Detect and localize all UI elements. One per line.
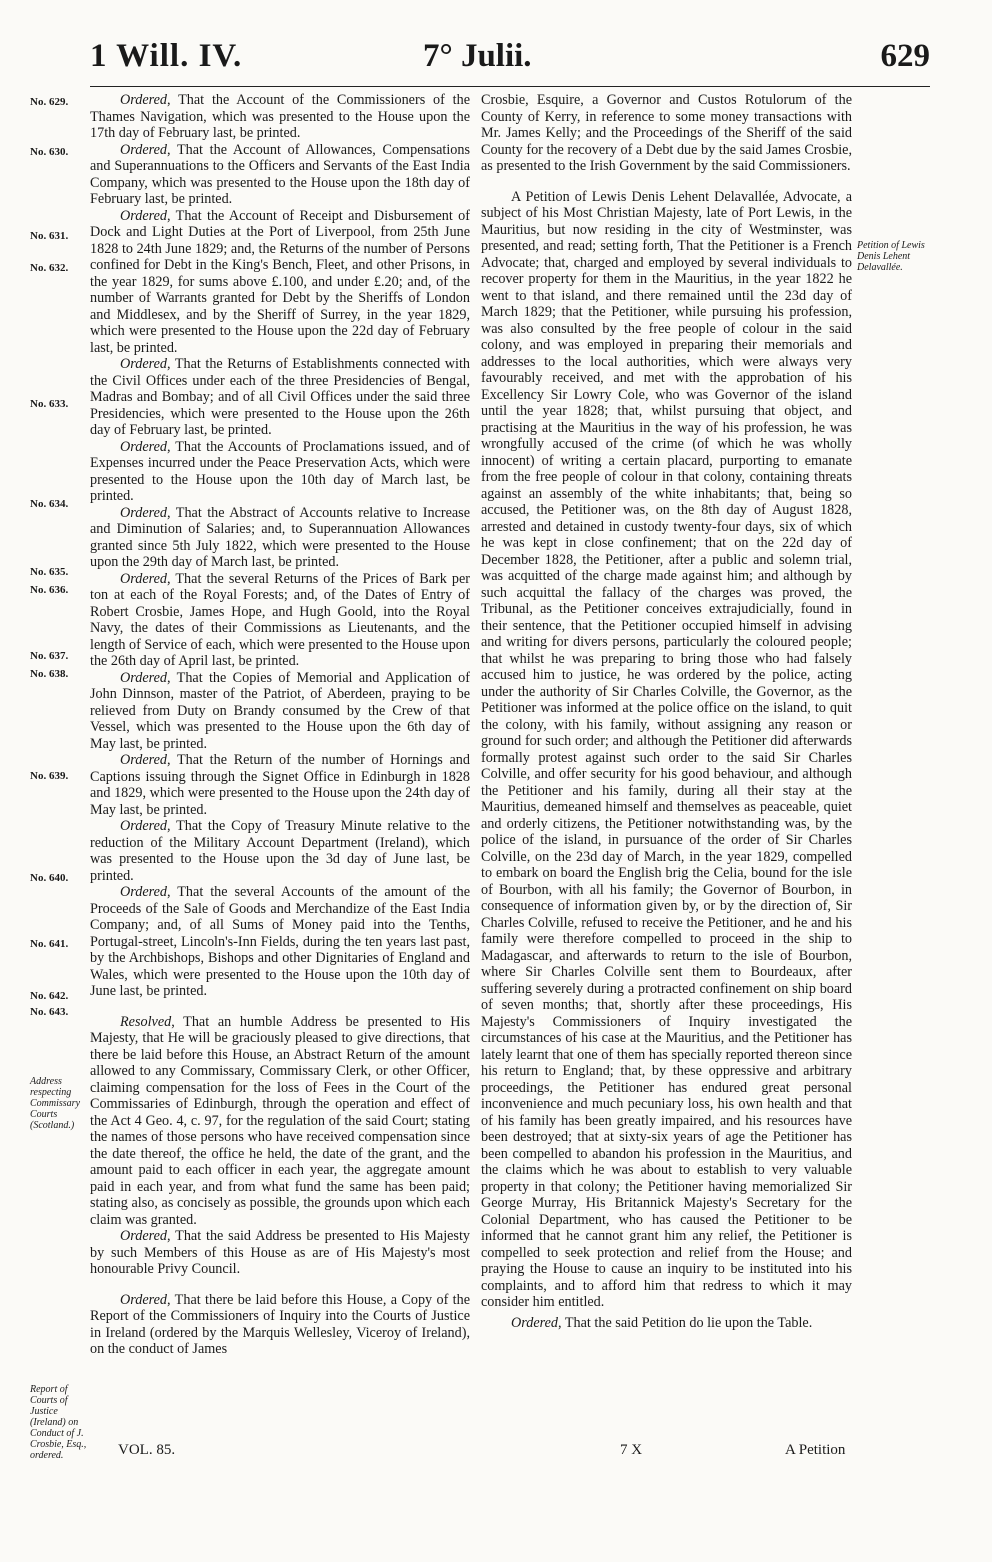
left-column	[90, 92, 470, 1358]
order-paragraph: Ordered, That the Copy of Treasury Minute relative to the reduction of the Military Account Department (Ireland), which was presented to the House upon the 3d day of June last, be printed.	[90, 818, 470, 884]
address-order-paragraph: Ordered, That the said Address be presented to His Majesty by such Members of this House as are of His Majesty's most honourable Privy Council.	[90, 1228, 470, 1277]
entry-number: No. 640.	[30, 872, 69, 884]
volume-number: VOL. 85.	[118, 1442, 176, 1458]
margin-note-report: Report of Courts of Justice (Ireland) on Conduct of J. Crosbie, Esq., ordered.	[30, 1384, 87, 1461]
header-rule	[90, 86, 930, 87]
order-paragraph: Ordered, That the several Returns of the Prices of Bark per ton at each of the Royal Forests; and, of the Dates of Entry of Robert Crosbie, James Hope, and Hugh Goold, into the Royal Navy, the dates of their Commissions as Lieutenants, and the length of Service of each, which were presented to the House upon the 26th day of April last, be printed.	[90, 570, 470, 669]
entry-number: No. 642.	[30, 990, 69, 1002]
entry-number: No. 635.	[30, 566, 69, 578]
page-number: 629	[880, 38, 930, 74]
entry-number: No. 641.	[30, 938, 69, 950]
running-header	[90, 38, 930, 88]
entry-number: No. 639.	[30, 770, 69, 782]
order-paragraph: Ordered, That the several Accounts of the amount of the Proceeds of the Sale of Goods and Merchandize of the East India Company; and, of all Sums of Money paid into the Tenths, Portugal-street, Lincoln's-Inn Fields, during the ten years last past, by the Archbishops, Bishops and other Dignitaries of England and Wales, which were presented to the House upon the 10th day of June last, be printed.	[90, 884, 470, 999]
right-column	[481, 92, 852, 1331]
margin-note-petition: Petition of Lewis Denis Lehent Delavallée.	[857, 240, 925, 273]
entry-number: No. 643.	[30, 1006, 69, 1018]
entry-number: No. 636.	[30, 584, 69, 596]
entry-number: No. 634.	[30, 498, 69, 510]
entry-number: No. 637.	[30, 650, 69, 662]
report-order-paragraph: Ordered, That there be laid before this House, a Copy of the Report of the Commissioners of Inquiry into the Courts of Justice in Ireland (ordered by the Marquis Wellesley, Viceroy of Ireland), on the conduct of James	[90, 1291, 470, 1357]
sitting-date: 7° Julii.	[423, 38, 532, 74]
order-paragraph: Ordered, That the Return of the number of Hornings and Captions issuing through the Signet Office in Edinburgh in 1828 and 1829, which were presented to the House upon the 24th day of May last, be printed.	[90, 752, 470, 818]
regnal-year: 1 Will. IV.	[90, 38, 243, 74]
order-paragraph: Ordered, That the Account of Receipt and Disbursement of Dock and Light Duties at the Port of Liverpool, from 25th June 1828 to 24th June 1829; and, the Returns of the number of Persons confined for Debt in the King's Bench, Fleet, and other Prisons, in the year 1829, for sums above £.100, and under £.20; and, of the number of Warrants granted for Debt by the Sheriffs of London and Middlesex, and by the Sheriff of Surrey, in the year 1829, which were presented to the House upon the 22d day of February last, be printed.	[90, 207, 470, 356]
petition-order-paragraph: Ordered, That the said Petition do lie upon the Table.	[511, 1314, 813, 1331]
entry-number: No. 630.	[30, 146, 69, 158]
order-paragraph: Ordered, That the Returns of Establishments connected with the Civil Offices under each of the three Presidencies of Bengal, Madras and Bombay; and of all Civil Offices under the said three Presidencies, which were presented to the House upon the 26th day of February last, be printed.	[90, 356, 470, 438]
catchword: A Petition	[785, 1442, 846, 1458]
signature-mark: 7 X	[620, 1442, 643, 1458]
margin-note-address: Address respecting Commissary Courts (Scotland.)	[30, 1076, 81, 1131]
entry-number: No. 631.	[30, 230, 69, 242]
resolved-paragraph: Resolved, That an humble Address be presented to His Majesty, that He will be graciously pleased to give directions, that there be laid before this House, an Abstract Return of the amount allowed to any Commissary, Commissary Clerk, or other Officer, claiming compensation for the loss of Fees in the Court of the Commissaries of Edinburgh, through the operation and effect of the Act 4 Geo. 4, c. 97, for the regulation of the said Court; stating the names of those persons who have received compensation since the date thereof, the office he held, the date of the grant, and the amount paid to each officer in each year, the aggregate amount paid in each year, and from what fund the same has been paid; stating also, as concisely as possible, the grounds upon which each claim was granted.	[90, 1013, 470, 1228]
order-paragraph: Ordered, That the Account of the Commissioners of the Thames Navigation, which was presented to the House upon the 17th day of February last, be printed.	[90, 92, 470, 141]
order-paragraph: Ordered, That the Copies of Memorial and Application of John Dinnson, master of the Patriot, of Aberdeen, praying to be relieved from Duty on Brandy consumed by the Crew of that Vessel, which was presented to the House upon the 6th day of May last, be printed.	[90, 669, 470, 752]
entry-number: No. 632.	[30, 262, 69, 274]
order-paragraph: Ordered, That the Accounts of Proclamations issued, and of Expenses incurred under the Peace Preservation Acts, which were presented to the House upon the 10th day of March last, be printed.	[90, 438, 470, 504]
report-order-continued: Crosbie, Esquire, a Governor and Custos Rotulorum of the County of Kerry, in reference to some money transactions with Mr. James Kelly; and the Proceedings of the Sheriff of the said County for the recovery of a Debt due by the said James Crosbie, as presented to the Irish Government by the said Commissioners.	[481, 92, 852, 174]
order-paragraph: Ordered, That the Account of Allowances, Compensations and Superannuations to the Officers and Servants of the East India Company, which was presented to the House upon the 18th day of February last, be printed.	[90, 141, 470, 207]
entry-number: No. 638.	[30, 668, 69, 680]
order-paragraph: Ordered, That the Abstract of Accounts relative to Increase and Diminution of Salaries; and, to Superannuation Allowances granted since 5th July 1822, which were presented to the House upon the 29th day of March last, be printed.	[90, 504, 470, 570]
petition-paragraph: A Petition of Lewis Denis Lehent Delavallée, Advocate, a subject of his Most Christian Majesty, late of Port Lewis, in the Mauritius, but now residing in the city of Westminster, was presented, and read; setting forth, That the Petitioner is a French Advocate; that, charged and employed by several individuals to recover property for them in the Mauritius, in the year 1822 he went to that island, and there remained until the 23d day of March 1829; that the Petitioner, while pursuing his profession, was also consulted by the free people of colour in the said colony, and was employed in preparing their memorials and addresses to the local authorities, which were always very favourably received, and met with the approbation of his Excellency Sir Lowry Cole, who was Governor of the island until the year 1828; that, whilst pursuing that object, and practising at the Mauritius in the way of his profession, he was wrongfully accused of the crime (of which he was wholly innocent) of writing a certain placard, purporting to emanate from the free people of colour in that colony, containing threats against an assembly of the white inhabitants; that, being so accused, the Petitioner was, on the 8th day of August 1828, arrested and detained in custody twenty-four days, six of which he was kept in close confinement; that on the 22d day of December 1828, the Petitioner, after a public and solemn trial, was acquitted of the charge made against him; and although by such acquittal the fallacy of the charges was proved, the Tribunal, as the Petitioner conceives extrajudicially, found in their sentence, that the Petitioner occupied himself in advising and writing for divers persons, particularly the coloured people; that whilst he was preparing to bring those who had falsely accused him to justice, he was ordered by the police, acting under the authority of Sir Charles Colville, the Governor, as the Petitioner was informed at the police office on the island, to quit the colony, with his family, without assigning any reason or ground for such order; and although the Petitioner did afterwards formally protest against such order to the said Sir Charles Colville, and offer security for his good behaviour, and although the Petitioner and his family, during all their stay at the Mauritius, demeaned himself and themselves as peaceable, quiet and orderly citizens, the Petitioner notwithstanding was, by the police of the island, in pursuance of the order of Sir Charles Colville, on the 23d day of March, in the year 1829, compelled to embark on board the English brig the Celia, bound for the isle of Bourbon, with all his family; the Governor of Bourbon, in consequence of information given by, or by the direction of, Sir Charles Colville, refused to receive the Petitioner, and he and his family were therefore compelled to proceed in the ship to Madagascar, and afterwards to return to the isle of Bourbon, where Sir Charles Colville sent them to Bourdeaux, after suffering severely during a protracted confinement on ship board of seven months; that, shortly after these proceedings, His Majesty's Commissioners of Inquiry investigated the circumstances of his case at the Mauritius, and the Petitioner has lately learnt that one of them has specially reported thereon since his return to England; that, by these oppressive and arbitrary proceedings, the Petitioner has endured great personal inconvenience and much pecuniary loss, his own health and that of his family has been greatly impaired, and his resources have been destroyed; that at sixty-six years of age the Petitioner has been compelled to abandon his profession in the Mauritius, and the claims which he was about to establish to very valuable property in that colony; the Petitioner having memorialized Sir George Murray, His Britannick Majesty's Secretary for the Colonial Department, who has caused the Petitioner to be informed that he cannot grant him any relief, the Petitioner is compelled to seek protection and relief from the House; and praying the House to cause an inquiry to be instituted into his complaints, and to afford him that redress to which it may consider him entitled.	[481, 188, 852, 1310]
entry-number: No. 633.	[30, 398, 69, 410]
entry-number: No. 629.	[30, 96, 69, 108]
